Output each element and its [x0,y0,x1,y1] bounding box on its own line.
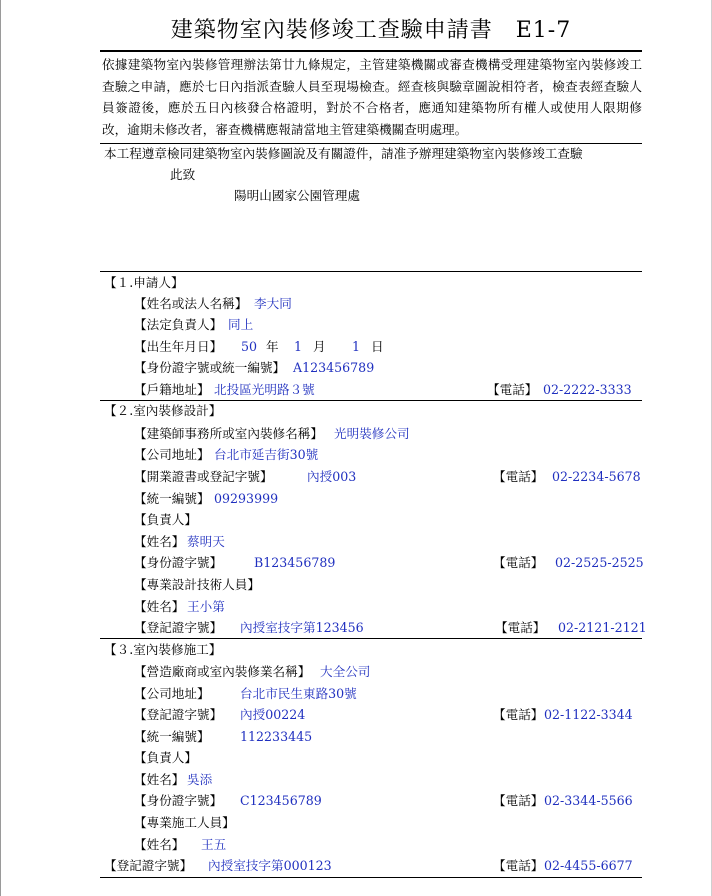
builder-worker-reg-label: 【登記證字號】 [104,858,193,873]
applicant-dob-month: 1 [294,339,303,354]
designer-tech-phone-value: 02-2121-2121 [558,620,647,635]
builder-firm-value: 大全公司 [320,664,371,679]
applicant-id-label: 【身份證字號或統一編號】 [134,360,286,375]
applicant-address-label: 【戶籍地址】 [134,382,210,397]
notice-paragraph: 依據建築物室內裝修管理辦法第廿九條規定，主管建築機關或審查機構受理建築物室內裝修竣工查驗之申請，應於七日內指派查驗人員至現場檢查。經查核與驗章圖說相符者，檢查表經查驗人員簽證後，應於五日內核發合格證明，對於不合格者，應通知建築物所有權人或使用人限期修改，逾期未修改者，審查機構應報請當地主管建築機關查明處理。 [102,57,642,137]
designer-tech-name-value: 王小第 [187,599,225,614]
builder-owner-name-label: 【姓名】 [134,772,185,787]
form-title: 建築物室內裝修竣工查驗申請書 E1-7 [170,18,572,43]
applicant-id-value: A123456789 [293,360,375,375]
designer-tech-reg-value: 內授室技字第123456 [240,620,364,635]
designer-tech-label: 【專業設計技術人員】 [134,577,260,592]
builder-worker-reg-value: 內授室技字第000123 [208,858,332,873]
recipient-text: 陽明山國家公園管理處 [234,188,360,203]
builder-reg-label: 【登記證字號】 [134,707,223,722]
builder-worker-name-value: 王五 [201,837,227,852]
notice-divider [100,143,642,144]
designer-tech-name-label: 【姓名】 [134,599,185,614]
builder-firm-label: 【營造廠商或室內裝修業名稱】 [134,664,311,679]
designer-owner-phone-value: 02-2525-2525 [555,555,644,570]
request-text: 本工程遵章檢同建築物室內裝修圖說及有關證件，請准予辦理建築物室內裝修竣工查驗 [104,146,583,161]
section-3-divider [100,638,642,639]
designer-owner-name-label: 【姓名】 [134,534,185,549]
applicant-phone-value: 02-2222-3333 [543,382,632,397]
applicant-rep-value: 同上 [228,317,254,332]
section-2-divider [100,400,642,401]
builder-worker-name-label: 【姓名】 [134,837,185,852]
designer-taxid-label: 【統一編號】 [134,491,210,506]
applicant-name-value: 李大同 [254,296,292,311]
applicant-address-value: 北投區光明路３號 [214,382,315,397]
builder-owner-name-value: 吳添 [187,772,213,787]
form-bottom-divider [100,877,642,878]
builder-phone-label: 【電話】 [493,707,544,722]
designer-owner-label: 【負責人】 [134,512,197,527]
applicant-rep-label: 【法定負責人】 [134,317,223,332]
builder-address-label: 【公司地址】 [134,686,210,701]
section-designer-header: 【２.室內裝修設計】 [104,403,222,418]
section-applicant-header: 【１.申請人】 [104,275,184,290]
applicant-dob-day: 1 [352,339,361,354]
designer-owner-id-label: 【身份證字號】 [134,555,223,570]
section-builder-header: 【３.室內裝修施工】 [104,642,222,657]
designer-owner-name-value: 蔡明天 [187,534,225,549]
designer-license-value: 內授003 [307,469,357,484]
designer-license-label: 【開業證書或登記字號】 [134,469,273,484]
applicant-dob-year: 50 [241,339,258,354]
applicant-name-label: 【姓名或法人名稱】 [134,296,248,311]
builder-worker-phone-value: 02-4455-6677 [544,858,633,873]
section-1-divider [100,271,642,272]
designer-taxid-value: 09293999 [214,491,279,506]
designer-phone-value: 02-2234-5678 [552,469,641,484]
title-divider [100,50,642,52]
designer-address-value: 台北市延吉街30號 [214,447,319,462]
builder-owner-label: 【負責人】 [134,750,197,765]
builder-worker-phone-label: 【電話】 [493,858,544,873]
designer-owner-phone-label: 【電話】 [493,555,544,570]
builder-taxid-label: 【統一編號】 [134,729,210,744]
builder-owner-phone-label: 【電話】 [493,793,544,808]
applicant-dob-day-unit: 日 [371,339,384,354]
designer-tech-phone-label: 【電話】 [495,620,546,635]
builder-phone-value: 02-1122-3344 [544,707,633,722]
designer-phone-label: 【電話】 [493,469,544,484]
applicant-dob-year-unit: 年 [266,339,279,354]
designer-address-label: 【公司地址】 [134,447,210,462]
applicant-phone-label: 【電話】 [487,382,538,397]
builder-owner-id-label: 【身份證字號】 [134,793,223,808]
designer-firm-value: 光明裝修公司 [334,426,410,441]
designer-tech-reg-label: 【登記證字號】 [134,620,223,635]
greeting-text: 此致 [170,167,196,182]
applicant-dob-label: 【出生年月日】 [134,339,223,354]
designer-firm-label: 【建築師事務所或室內裝修名稱】 [134,426,323,441]
designer-owner-id-value: B123456789 [254,555,336,570]
applicant-dob-month-unit: 月 [313,339,326,354]
builder-reg-value: 內授00224 [240,707,306,722]
builder-worker-label: 【專業施工人員】 [134,815,235,830]
builder-address-value: 台北市民生東路30號 [240,686,357,701]
builder-taxid-value: 112233445 [240,729,313,744]
page-border-left [0,0,1,896]
builder-owner-id-value: C123456789 [240,793,322,808]
builder-owner-phone-value: 02-3344-5566 [544,793,633,808]
